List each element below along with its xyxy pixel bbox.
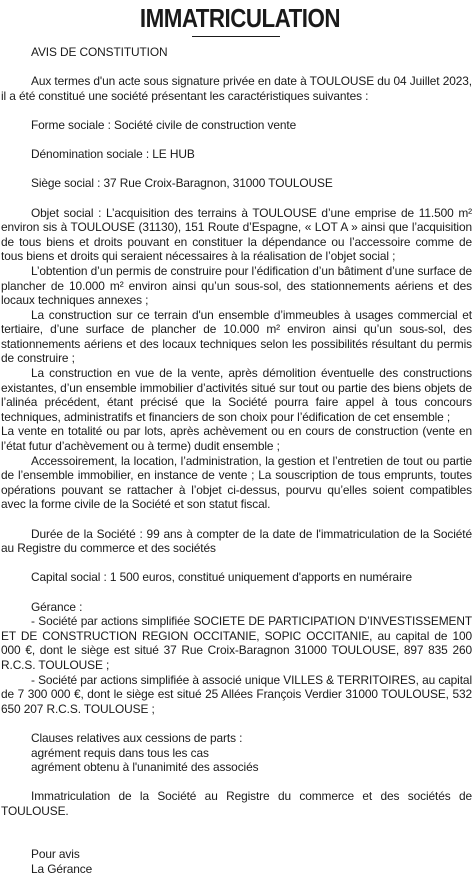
page-title: IMMATRICULATION [139, 3, 340, 33]
objet-paragraph: La vente en totalité ou par lots, après achèvement ou en cours de construction (vente en l’état futur d’achèvement ou à terme) dudit ensemble ; [1, 424, 472, 454]
immatriculation-paragraph: Immatriculation de la Société au Registre du commerce et des sociétés de TOULOUSE. [1, 789, 472, 818]
siege-social: Siège social : 37 Rue Croix-Baragnon, 31000 TOULOUSE [31, 176, 333, 191]
objet-paragraph: L’obtention d’un permis de construire pour l’édification d’un bâtiment d’une surface de plancher de 10.000 m² environ ainsi qu’un sous-sol, des stationnements aériens et des locaux techniques annexes ; [1, 263, 472, 308]
duree-paragraph: Durée de la Société : 99 ans à compter de la date de l'immatriculation de la Société au Registre du commerce et des sociétés [1, 526, 472, 556]
denomination-sociale: Dénomination sociale : LE HUB [31, 147, 195, 162]
title-underline [192, 36, 280, 37]
objet-paragraph: La construction sur ce terrain d'un ensemble d’immeubles à usages commercial et tertiaire, d’une surface de plancher de 10.000 m² environ ainsi qu’un sous-sol, des stationnements aériens et des locaux techniques selon les possibilités résultant du permis de construire ; [1, 307, 472, 366]
objet-paragraph: Accessoirement, la location, l’administration, la gestion et l’entretien de tout ou partie de l’ensemble immobilier, en instance de vente ; La souscription de tous emprunts, toutes opérations pouvant se rattacher à l’objet ci-dessus, pourvu qu’elles soient compatibles avec la forme civile de la Société et son statut fiscal. [1, 453, 472, 512]
forme-sociale: Forme sociale : Société civile de construction vente [31, 117, 297, 132]
gerance-item: - Société par actions simplifiée à associé unique VILLES & TERRITOIRES, au capital de 7 300 000 €, dont le siège est situé 25 Allées François Verdier 31000 TOULOUSE, 532 650 207 R.C.S. TOULOUSE ; [1, 672, 472, 716]
clauses-item: agrément requis dans tous les cas [31, 745, 209, 760]
clauses-label: Clauses relatives aux cessions de parts : [31, 730, 243, 745]
gerance-item: - Société par actions simplifiée SOCIETE DE PARTICIPATION D’INVESTISSEMENT ET DE CONSTRUCTION REGION OCCITANIE, SOPIC OCCITANIE, au capital de 100 000 €, dont le siège est situé 37 Rue Croix-Baragnon 31000 TOULOUSE, 897 835 260 R.C.S. TOULOUSE ; [1, 614, 472, 672]
objet-paragraph: Objet social : L’acquisition des terrains à TOULOUSE d’une emprise de 11.500 m² environ sis à TOULOUSE (31130), 151 Route d’Espagne, « LOT A » ainsi que l’acquisition de tous biens et droits pouvant en constituer la dépendance ou l’accessoire comme de tous biens et droits qui seraient nécessaires à la réalisation de l’objet social ; [1, 205, 472, 264]
sign-off-line: La Gérance [31, 862, 93, 877]
gerance-label: Gérance : [31, 599, 83, 614]
intro-paragraph: Aux termes d'un acte sous signature privée en date à TOULOUSE du 04 Juillet 2023, il a été constitué une société présentant les caractéristiques suivantes : [1, 74, 472, 103]
sign-off-line: Pour avis [31, 847, 80, 862]
legal-notice-page [0, 4, 473, 882]
objet-paragraph: La construction en vue de la vente, après démolition éventuelle des constructions existantes, d’un ensemble immobilier d’activités situé sur tout ou partie des biens objets de l’alinéa précédent, étant précisé que la Société pourra faire appel à tous concours techniques, administratifs et financiers de son choix pour l’édification de cet ensemble ; [1, 366, 472, 424]
clauses-item: agrément obtenu à l'unanimité des associés [31, 760, 259, 775]
capital-paragraph: Capital social : 1 500 euros, constitué uniquement d'apports en numéraire [31, 570, 412, 585]
notice-heading: AVIS DE CONSTITUTION [31, 45, 168, 59]
